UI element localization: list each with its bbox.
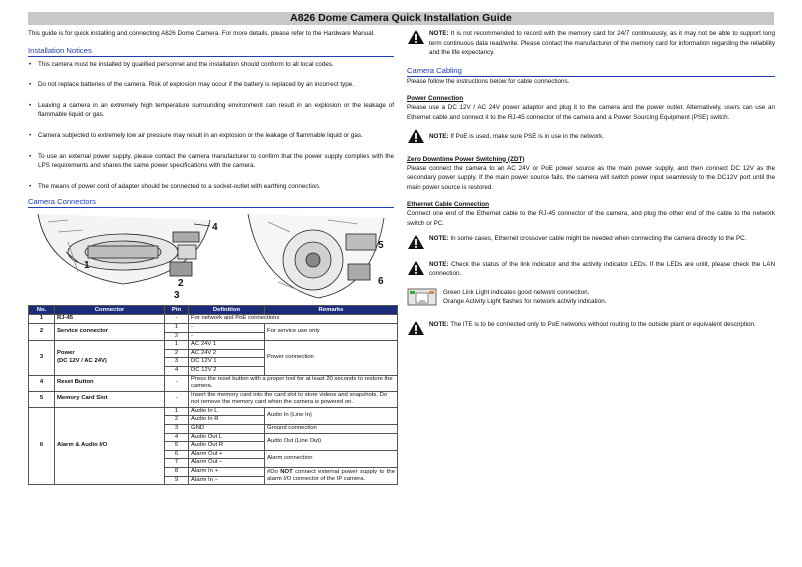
bullet-icon: • — [29, 81, 32, 89]
callout-3: 3 — [174, 290, 180, 302]
callout-4: 4 — [212, 222, 218, 234]
camera-base-drawing — [38, 214, 210, 284]
power-spec-label: (DC 12V / AC 24V) — [57, 357, 107, 364]
table-row: 2 - — [29, 332, 398, 341]
table-row: 2 AC 24V 2 — [29, 349, 398, 358]
camera-connector-illustration — [28, 212, 394, 302]
document-title: A826 Dome Camera Quick Installation Guide — [28, 12, 774, 25]
note-led: NOTE: Check the status of the link indicator and the activity indicator LEDs. If the LEDs are unlit, please check the LAN connection. — [407, 260, 775, 281]
warning-icon — [407, 128, 429, 149]
table-row: 3 GND Ground connection — [29, 425, 398, 434]
installation-list — [28, 60, 394, 192]
led-legend — [407, 288, 775, 311]
table-header-row — [29, 306, 398, 315]
power-connection-heading: Power Connection — [407, 95, 464, 103]
installation-heading: Installation Notices — [28, 46, 394, 57]
note-ite: NOTE: The ITE is to be connected only to PoE networks without routing to the outside plant or equivalent description. — [407, 320, 775, 341]
col-header-connector: Connector — [55, 306, 165, 315]
installation-item: • To use an external power supply, please contact the camera manufacturer to confirm that the power supply complies with the LPS requirements and shares the same power specifications with the camera. — [29, 152, 394, 170]
col-header-pin: Pin — [165, 306, 189, 315]
callout-6: 6 — [378, 276, 384, 288]
note-crossover: NOTE: In some cases, Ethernet crossover cable might be needed when connecting the camera directly to the PC. — [407, 234, 775, 255]
installation-item: • The means of power cord of adapter should be connected to a socket-outlet with earthing connection. — [29, 182, 321, 190]
connectors-heading: Camera Connectors — [28, 197, 394, 208]
col-header-definition: Definition — [189, 306, 265, 315]
note-poe: NOTE: If PoE is used, make sure PSE is in use in the network. — [407, 128, 775, 149]
bullet-icon: • — [29, 152, 32, 160]
bullet-icon: • — [29, 182, 32, 190]
table-row: 4 Audio Out L Audio Out (Line Out) — [29, 433, 398, 442]
callout-5: 5 — [378, 240, 384, 252]
ethernet-heading: Ethernet Cable Connection — [407, 201, 490, 209]
callout-1: 1 — [84, 260, 90, 272]
power-label: Power — [57, 350, 75, 357]
warning-icon — [407, 260, 429, 281]
led-orange-text: Orange Activity Light flashes for network activity indication. — [443, 298, 607, 306]
table-row: 5 Audio Out R — [29, 442, 398, 451]
installation-item: • Leaving a camera in an extremely high temperature surrounding environment can result in an explosion or the leakage of flammable liquid or gas. — [29, 101, 394, 119]
table-row: 8 Alarm In + #Do NOT connect external power supply to the alarm I/O connector of the IP camera. — [29, 468, 398, 477]
connector-table — [28, 305, 398, 485]
col-header-remarks: Remarks — [265, 306, 398, 315]
ethernet-text: Connect one end of the Ethernet cable to the RJ-45 connector of the camera, and plug the other end of the cable to the network switch or PC. — [407, 210, 775, 227]
zdt-heading: Zero Downtime Power Switching (ZDT) — [407, 155, 525, 163]
bullet-icon: • — [29, 101, 32, 109]
table-row: 2 Audio In R — [29, 416, 398, 425]
table-row: 3 DC 12V 1 — [29, 358, 398, 367]
table-row: 9 Alarm In − — [29, 476, 398, 485]
bullet-icon: • — [29, 131, 32, 139]
col-header-no: No. — [29, 306, 55, 315]
connector-diagram — [28, 212, 394, 302]
table-row: 6 Alarm Out + Alarm connection — [29, 450, 398, 459]
cabling-intro: Please follow the instructions below for cable connections. — [407, 77, 570, 85]
table-row: 4 Reset Button - Press the reset button with a proper tool for at least 20 seconds to restore the camera. — [29, 375, 398, 391]
warning-icon — [407, 320, 429, 341]
table-row: 3 Power (DC 12V / AC 24V) 1 AC 24V 1 Power connection — [29, 341, 398, 350]
installation-item: • This camera must be installed by qualified personnel and the installation should conform to all local codes. — [29, 60, 334, 68]
table-row: 5 Memory Card Slot - Insert the memory card into the card slot to store videos and snapshots. Do not remove the memory card when the camera is powered on. — [29, 391, 398, 407]
table-row: 7 Alarm Out − — [29, 459, 398, 468]
table-row: 2 Service connector 1 - For service use only — [29, 323, 398, 332]
left-column — [28, 29, 394, 485]
callout-2: 2 — [178, 278, 184, 290]
table-row: 4 DC 12V 2 — [29, 366, 398, 375]
warning-icon — [407, 234, 429, 255]
right-column — [407, 29, 775, 341]
led-green-text: Green Link Light indicates good network connection. — [443, 288, 590, 296]
installation-item: • Do not replace batteries of the camera. Risk of explosion may occur if the battery is replaced by an incorrect type. — [29, 81, 355, 89]
note-memory-card: NOTE: It is not recommended to record with the memory card for 24/7 continuously, as it may not be able to support long term continuous data read/write. Please contact the manufacturer of the memory card for information regarding the reliability and the life expectancy. — [407, 29, 775, 58]
table-row: 6 Alarm & Audio I/O 1 Audio In L Audio In (Line In) — [29, 407, 398, 416]
power-connection-text: Please use a DC 12V / AC 24V power adaptor and plug it to the camera and the power outlet. Alternatively, users can use an Ethernet cable and connect it to the RJ-45 connector of the camera and a Power Sourcing Equipment (PSE) switch. — [407, 104, 775, 121]
zdt-text: Please connect the camera to an AC 24V or PoE power source as the main power supply, and then connect DC 12V as the secondary power supply. If the main power source fails, the camera will switch power input seamlessly to the DC12V port until the main power source is restored. — [407, 164, 775, 191]
intro-paragraph: This guide is for quick installing and connecting A826 Dome Camera. For more details, please refer to the Hardware Manual. — [28, 30, 375, 37]
installation-item: • Camera subjected to extremely low air pressure may result in an explosion or the leakage of flammable liquid or gas. — [29, 131, 363, 139]
cabling-heading: Camera Cabling — [407, 66, 775, 77]
rj45-port-icon — [407, 288, 443, 311]
table-row: 1 RJ-45 - For network and PoE connections — [29, 315, 398, 324]
warning-icon — [407, 29, 429, 58]
camera-interior-drawing — [248, 214, 384, 298]
bullet-icon: • — [29, 60, 32, 68]
